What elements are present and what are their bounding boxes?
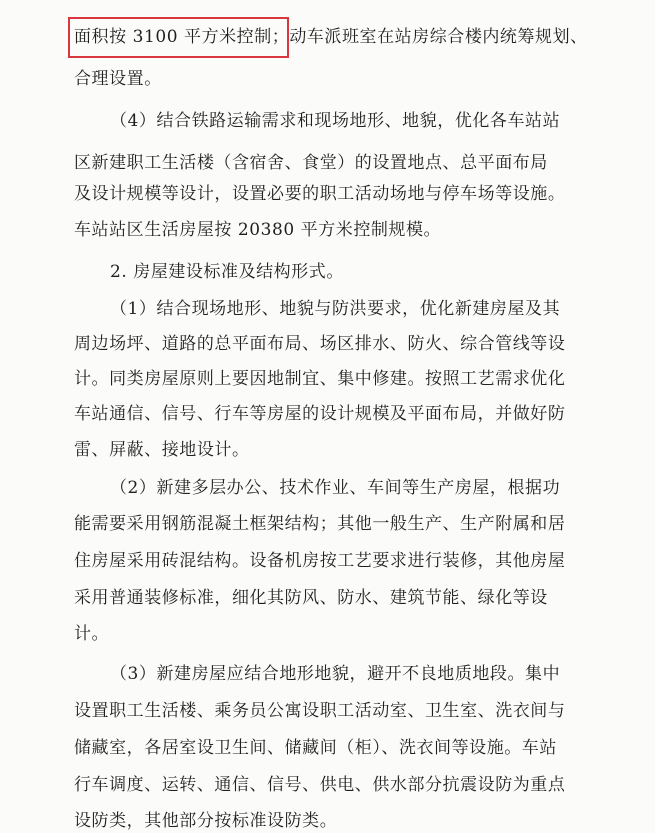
section-heading: 2. 房屋建设标准及结构形式。 [110, 262, 344, 282]
text-line: 采用普通装修标准，细化其防风、防水、建筑节能、绿化等设 [74, 588, 548, 608]
text-line: 周边场坪、道路的总平面布局、场区排水、防火、综合管线等设 [74, 334, 566, 354]
text-line: 设置职工生活楼、乘务员公寓设职工活动室、卫生室、洗衣间与 [74, 701, 566, 721]
text-line: 能需要采用钢筋混凝土框架结构；其他一般生产、生产附属和居 [74, 514, 566, 534]
paragraph-2-start: （2）新建多层办公、技术作业、车间等生产房屋，根据功 [110, 478, 561, 498]
paragraph-4-start: （4）结合铁路运输需求和现场地形、地貌，优化各车站站 [110, 111, 561, 131]
text-line: 行车调度、运转、通信、信号、供电、供水部分抗震设防为重点 [74, 775, 566, 795]
text-line: 设防类，其他部分按标准设防类。 [74, 811, 338, 831]
text-line: 储藏室，各居室设卫生间、储藏间（柜）、洗衣间等设施。车站 [74, 738, 557, 758]
text-line: 面积按 3100 平方米控制；动车派班室在站房综合楼内统筹规划、 [74, 27, 588, 47]
text-line: 住房屋采用砖混结构。设备机房按工艺要求进行装修，其他房屋 [74, 551, 566, 571]
paragraph-1-start: （1）结合现场地形、地貌与防洪要求，优化新建房屋及其 [110, 299, 561, 319]
text-line: 区新建职工生活楼（含宿舍、食堂）的设置地点、总平面布局 [74, 153, 548, 173]
text-line: 车站站区生活房屋按 20380 平方米控制规模。 [74, 220, 442, 240]
text-line: 及设计规模等设计，设置必要的职工活动场地与停车场等设施。 [74, 184, 566, 204]
text-line: 雷、屏蔽、接地设计。 [74, 440, 250, 460]
text-line: 合理设置。 [74, 69, 162, 89]
paragraph-3-start: （3）新建房屋应结合地形地貌，避开不良地质地段。集中 [110, 664, 561, 684]
text-line: 计。同类房屋原则上要因地制宜、集中修建。按照工艺需求优化 [74, 369, 566, 389]
text-line: 车站通信、信号、行车等房屋的设计规模及平面布局，并做好防 [74, 404, 566, 424]
text-line: 计。 [74, 624, 110, 644]
